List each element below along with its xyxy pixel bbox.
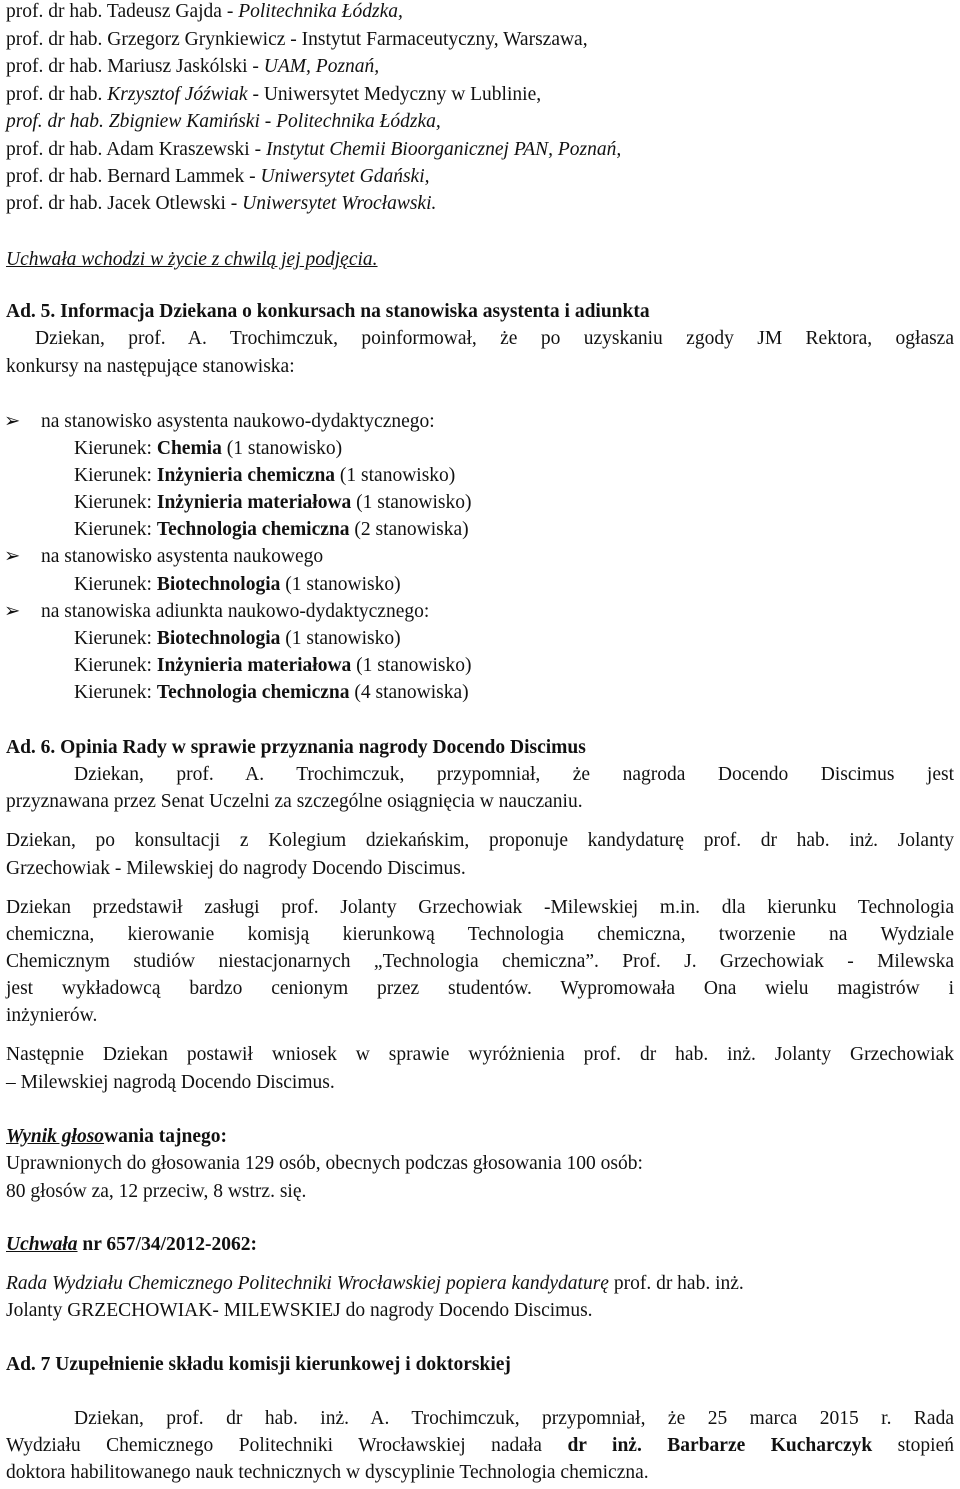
ad6-paragraph-line: inżynierów. <box>6 1005 98 1026</box>
member-line: prof. dr hab. Grzegorz Grynkiewicz - Instytut Farmaceutyczny, Warszawa, <box>6 29 588 50</box>
field-line: Kierunek: Inżynieria materiałowa (1 stanowisko) <box>74 655 472 676</box>
ad6-paragraph-line: Chemicznym studiów niestacjonarnych „Technologia chemiczna”. Prof. J. Grzechowiak - Milewska <box>6 951 954 972</box>
ad5-intro-line: konkursy na następujące stanowiska: <box>6 356 295 377</box>
ad6-paragraph-line: Grzechowiak - Milewskiej do nagrody Docendo Discimus. <box>6 858 466 879</box>
position-type: na stanowiska adiunkta naukowo-dydaktycznego: <box>41 601 430 622</box>
member-line: prof. dr hab. Adam Kraszewski - Instytut Chemii Bioorganicznej PAN, Poznań, <box>6 139 622 160</box>
vote-heading: Wynik głosowania tajnego: <box>6 1126 228 1147</box>
ad6-paragraph-line: chemiczna, kierowanie komisją kierunkową Technologia chemiczna, tworzenie na Wydziale <box>6 924 954 945</box>
field-line: Kierunek: Biotechnologia (1 stanowisko) <box>74 628 401 649</box>
vote-result-line: Uprawnionych do głosowania 129 osób, obecnych podczas głosowania 100 osób: <box>6 1153 643 1174</box>
resolution-effective-note: Uchwała wchodzi w życie z chwilą jej podjęcia. <box>6 249 378 270</box>
field-line: Kierunek: Chemia (1 stanowisko) <box>74 438 343 459</box>
member-line: prof. dr hab. Jacek Otlewski - Uniwersytet Wrocławski. <box>6 193 437 214</box>
ad6-paragraph-line: przyznawana przez Senat Uczelni za szczególne osiągnięcia w nauczaniu. <box>6 791 583 812</box>
member-line: prof. dr hab. Krzysztof Jóźwiak - Uniwersytet Medyczny w Lublinie, <box>6 84 542 105</box>
resolution-text-line: Jolanty GRZECHOWIAK- MILEWSKIEJ do nagrody Docendo Discimus. <box>6 1300 593 1321</box>
ad7-paragraph-line: Dziekan, prof. dr hab. inż. A. Trochimczuk, przypomniał, że 25 marca 2015 r. Rada <box>74 1408 954 1429</box>
member-line: prof. dr hab. Zbigniew Kamiński - Politechnika Łódzka, <box>6 111 441 132</box>
ad6-heading: Ad. 6. Opinia Rady w sprawie przyznania nagrody Docendo Discimus <box>6 737 586 758</box>
ad7-paragraph-line: Wydziału Chemicznego Politechniki Wrocławskiej nadała dr inż. Barbarze Kucharczyk stopień <box>6 1435 954 1456</box>
resolution-text-line: Rada Wydziału Chemicznego Politechniki Wrocławskiej popiera kandydaturę prof. dr hab. inż. <box>6 1273 744 1294</box>
field-line: Kierunek: Inżynieria chemiczna (1 stanowisko) <box>74 465 456 486</box>
field-line: Kierunek: Biotechnologia (1 stanowisko) <box>74 574 401 595</box>
bullet-arrow-icon: ➢ <box>4 601 21 622</box>
field-line: Kierunek: Technologia chemiczna (2 stanowiska) <box>74 519 469 540</box>
position-type: na stanowisko asystenta naukowego <box>41 546 324 567</box>
field-line: Kierunek: Technologia chemiczna (4 stanowiska) <box>74 682 469 703</box>
position-type: na stanowisko asystenta naukowo-dydaktycznego: <box>41 411 435 432</box>
member-line: prof. dr hab. Tadeusz Gajda - Politechnika Łódzka, <box>6 1 403 22</box>
ad6-paragraph-line: Dziekan, prof. A. Trochimczuk, przypomniał, że nagroda Docendo Discimus jest <box>74 764 954 785</box>
bullet-arrow-icon: ➢ <box>4 411 21 432</box>
resolution-number: Uchwała nr 657/34/2012-2062: <box>6 1234 257 1255</box>
ad5-heading: Ad. 5. Informacja Dziekana o konkursach na stanowiska asystenta i adiunkta <box>6 301 650 322</box>
ad6-paragraph-line: jest wykładowcą bardzo cenionym przez studentów. Wypromowała Ona wielu magistrów i <box>6 978 954 999</box>
ad7-heading: Ad. 7 Uzupełnienie składu komisji kierunkowej i doktorskiej <box>6 1354 511 1375</box>
field-line: Kierunek: Inżynieria materiałowa (1 stanowisko) <box>74 492 472 513</box>
ad6-paragraph-line: Dziekan przedstawił zasługi prof. Jolanty Grzechowiak -Milewskiej m.in. dla kierunku Technologia <box>6 897 954 918</box>
ad6-paragraph-line: – Milewskiej nagrodą Docendo Discimus. <box>6 1072 335 1093</box>
ad5-intro-line: Dziekan, prof. A. Trochimczuk, poinformował, że po uzyskaniu zgody JM Rektora, ogłasza <box>35 328 954 349</box>
member-line: prof. dr hab. Mariusz Jaskólski - UAM, Poznań, <box>6 56 380 77</box>
ad7-paragraph-line: doktora habilitowanego nauk technicznych w dyscyplinie Technologia chemiczna. <box>6 1462 649 1483</box>
member-line: prof. dr hab. Bernard Lammek - Uniwersytet Gdański, <box>6 166 430 187</box>
ad6-paragraph-line: Dziekan, po konsultacji z Kolegium dziekańskim, proponuje kandydaturę prof. dr hab. inż. Jolanty <box>6 830 954 851</box>
bullet-arrow-icon: ➢ <box>4 546 21 567</box>
ad6-paragraph-line: Następnie Dziekan postawił wniosek w sprawie wyróżnienia prof. dr hab. inż. Jolanty Grzechowiak <box>6 1044 954 1065</box>
vote-result-line: 80 głosów za, 12 przeciw, 8 wstrz. się. <box>6 1181 307 1202</box>
